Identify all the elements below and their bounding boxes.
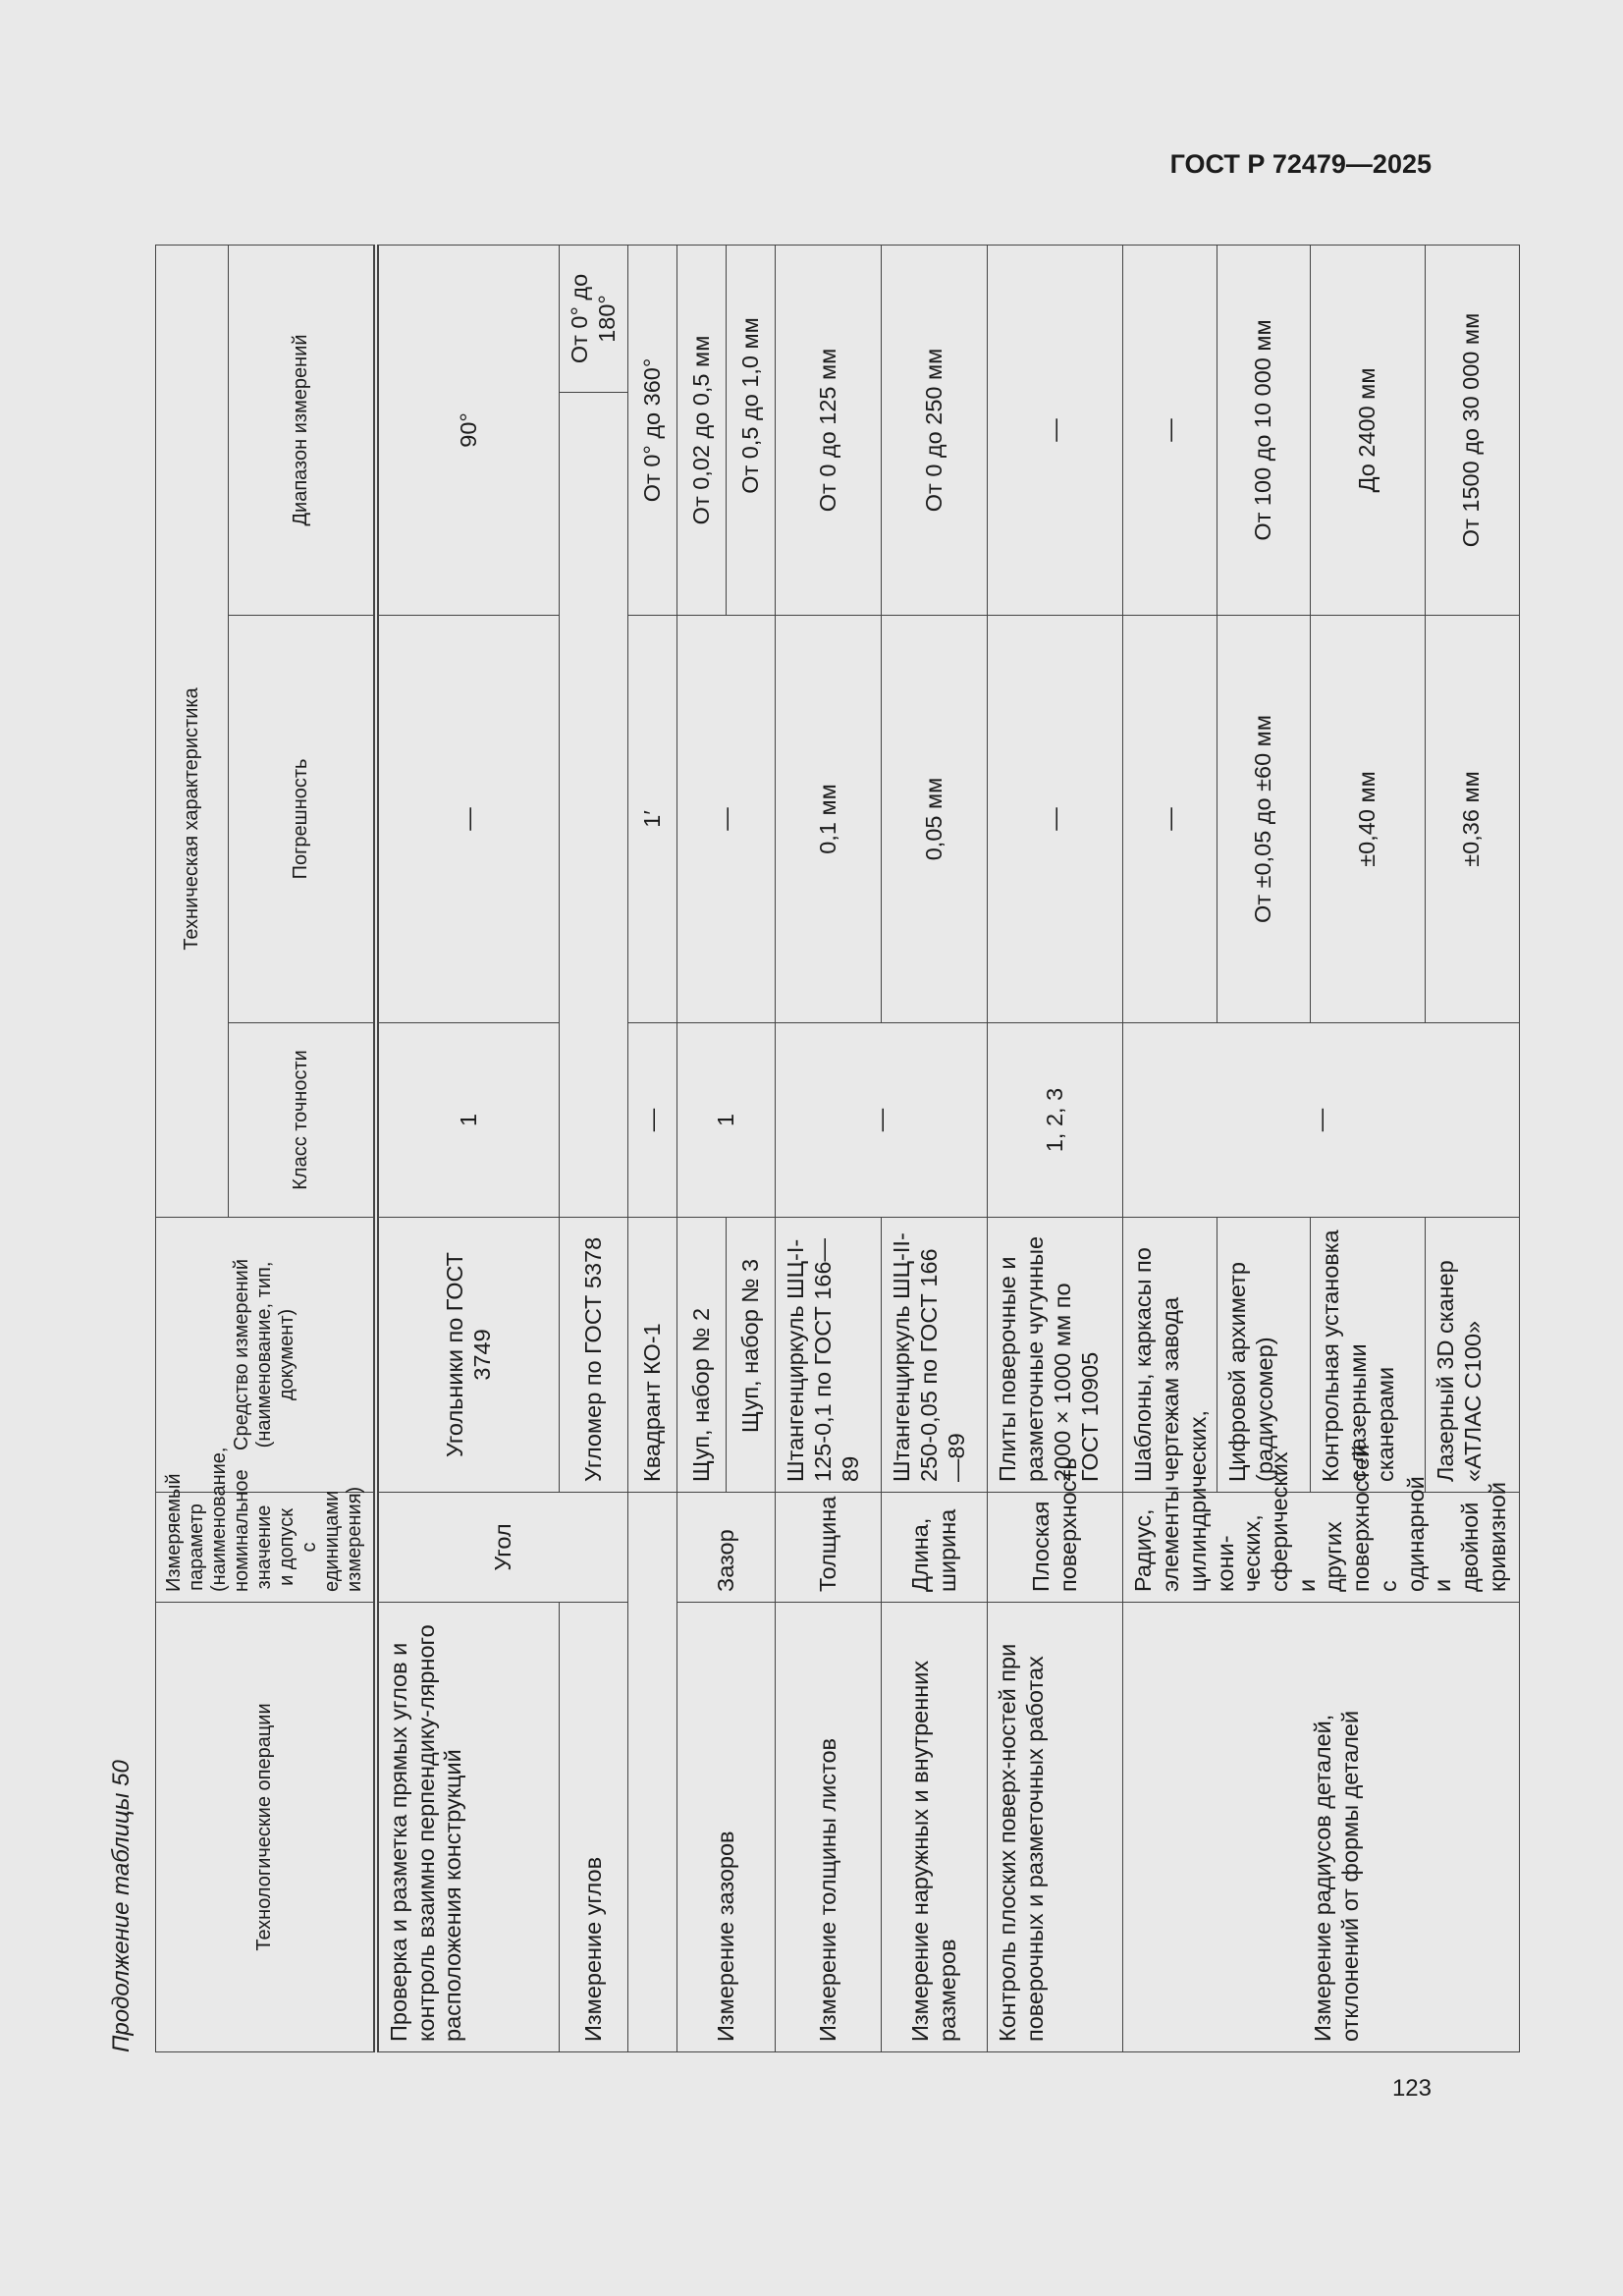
error-cell: 1′ bbox=[628, 615, 677, 1022]
class-cell: 1, 2, 3 bbox=[988, 1022, 1123, 1217]
range-cell: — bbox=[988, 245, 1123, 615]
operation-cell: Измерение радиусов деталей, отклонений от формы деталей bbox=[1123, 1602, 1519, 2051]
instrument-cell: Штангенциркуль ШЦ-I-125-0,1 по ГОСТ 166—89 bbox=[776, 1217, 882, 1492]
operation-blank-cell bbox=[545, 1768, 560, 2052]
range-cell: До 2400 мм bbox=[1311, 245, 1426, 615]
class-cell: — bbox=[628, 1022, 677, 1217]
table-row bbox=[1123, 245, 1217, 2051]
header-instrument: Средство измерений (наименование, тип, документ) bbox=[156, 1217, 377, 1492]
error-cell: — bbox=[376, 615, 560, 1022]
error-cell: — bbox=[677, 615, 776, 1022]
parameter-cell: Плоская поверхность bbox=[988, 1492, 1123, 1602]
operation-cell: Измерение углов bbox=[560, 1602, 628, 2051]
operation-cell: Измерение наружных и внутренних размеров bbox=[882, 1602, 988, 2051]
range-cell: — bbox=[1123, 245, 1217, 615]
instrument-cell: Лазерный 3D сканер «АТЛАС С100» bbox=[1426, 1217, 1519, 1492]
header-parameter: Измеряемый параметр (наименование, номинальное значение и допуск с единицами измерения) bbox=[156, 1492, 377, 1602]
error-cell: 0,05 мм bbox=[882, 615, 988, 1022]
error-cell: ±0,40 мм bbox=[1311, 615, 1426, 1022]
parameter-cell: Радиус, элементы цилиндрических, кони-ческих, сферических и других поверхностей с одинарной и двойной кривизной bbox=[1123, 1492, 1519, 1602]
class-cell: — bbox=[1123, 1022, 1519, 1217]
table-row bbox=[560, 245, 628, 2051]
instrument-cell: Штангенциркуль ШЦ-II-250-0,05 по ГОСТ 166—89 bbox=[882, 1217, 988, 1492]
header-tech-char-right-cell bbox=[156, 245, 229, 615]
table-row bbox=[776, 245, 882, 2051]
header-operations: Технологические операции bbox=[156, 1602, 377, 2051]
blank-cell bbox=[628, 1492, 677, 2051]
header-error: Погрешность bbox=[228, 615, 376, 1022]
instrument-cell: Щуп, набор № 3 bbox=[727, 1217, 776, 1492]
error-cell: От ±0,05 до ±60 мм bbox=[1217, 615, 1310, 1022]
parameter-cell: Зазор bbox=[677, 1492, 776, 1602]
table-row bbox=[988, 245, 1123, 2051]
rotated-table-block bbox=[106, 0, 1510, 2052]
spacer-cell bbox=[560, 392, 628, 1217]
range-cell: От 100 до 10 000 мм bbox=[1217, 245, 1310, 615]
instrument-cell: Угольники по ГОСТ 3749 bbox=[376, 1217, 560, 1492]
range-cell: От 0,5 до 1,0 мм bbox=[727, 245, 776, 615]
header-range: Диапазон измерений bbox=[228, 245, 376, 615]
operation-cell: Измерение зазоров bbox=[677, 1602, 776, 2051]
table-caption: Продолжение таблицы 50 bbox=[108, 1760, 135, 2052]
parameter-cell: Угол bbox=[376, 1492, 628, 1602]
document-code: ГОСТ Р 72479—2025 bbox=[1169, 149, 1432, 179]
class-cell: 1 bbox=[677, 1022, 776, 1217]
table-row bbox=[677, 245, 727, 2051]
header-row bbox=[156, 245, 229, 2051]
error-cell: ±0,36 мм bbox=[1426, 615, 1519, 1022]
range-cell: От 0° до 180° bbox=[560, 245, 628, 392]
range-cell: От 0° до 360° bbox=[628, 245, 677, 615]
measurement-table bbox=[155, 245, 1520, 2052]
header-tech-char-left-cell bbox=[156, 1022, 229, 1217]
error-cell: 0,1 мм bbox=[776, 615, 882, 1022]
range-cell: От 1500 до 30 000 мм bbox=[1426, 245, 1519, 615]
instrument-cell: Плиты поверочные и разметочные чугунные 2000 × 1000 мм по ГОСТ 10905 bbox=[988, 1217, 1123, 1492]
range-cell: От 0 до 250 мм bbox=[882, 245, 988, 615]
instrument-cell: Угломер по ГОСТ 5378 bbox=[560, 1217, 628, 1492]
error-cell: — bbox=[1123, 615, 1217, 1022]
error-cell: — bbox=[988, 615, 1123, 1022]
instrument-cell: Шаблоны, каркасы по чертежам завода bbox=[1123, 1217, 1217, 1492]
header-tech-char: Техническая характеристика bbox=[156, 615, 229, 1022]
parameter-cell: Толщина bbox=[776, 1492, 882, 1602]
range-cell: От 0,02 до 0,5 мм bbox=[677, 245, 727, 615]
range-cell: От 0 до 125 мм bbox=[776, 245, 882, 615]
instrument-cell: Контрольная установка с лазерными сканерами bbox=[1311, 1217, 1426, 1492]
class-cell: 1 bbox=[376, 1022, 560, 1217]
parameter-cell: Длина, ширина bbox=[882, 1492, 988, 1602]
range-cell: 90° bbox=[376, 245, 560, 615]
operation-cell: Проверка и разметка прямых углов и контроль взаимно перпендику-лярного расположения конструкций bbox=[376, 1602, 545, 2051]
operation-blank-cell bbox=[545, 1602, 560, 1767]
operation-cell: Контроль плоских поверх-ностей при поверочных и разметочных работах bbox=[988, 1602, 1123, 2051]
header-accuracy-class: Класс точности bbox=[228, 1022, 376, 1217]
instrument-cell: Цифровой архиметр (радиусомер) bbox=[1217, 1217, 1310, 1492]
class-cell: — bbox=[776, 1022, 988, 1217]
table-row bbox=[628, 245, 677, 2051]
instrument-cell: Квадрант КО-1 bbox=[628, 1217, 677, 1492]
operation-cell: Измерение толщины листов bbox=[776, 1602, 882, 2051]
page-number: 123 bbox=[1391, 2075, 1432, 2102]
instrument-cell: Щуп, набор № 2 bbox=[677, 1217, 727, 1492]
table-row bbox=[376, 245, 545, 2051]
